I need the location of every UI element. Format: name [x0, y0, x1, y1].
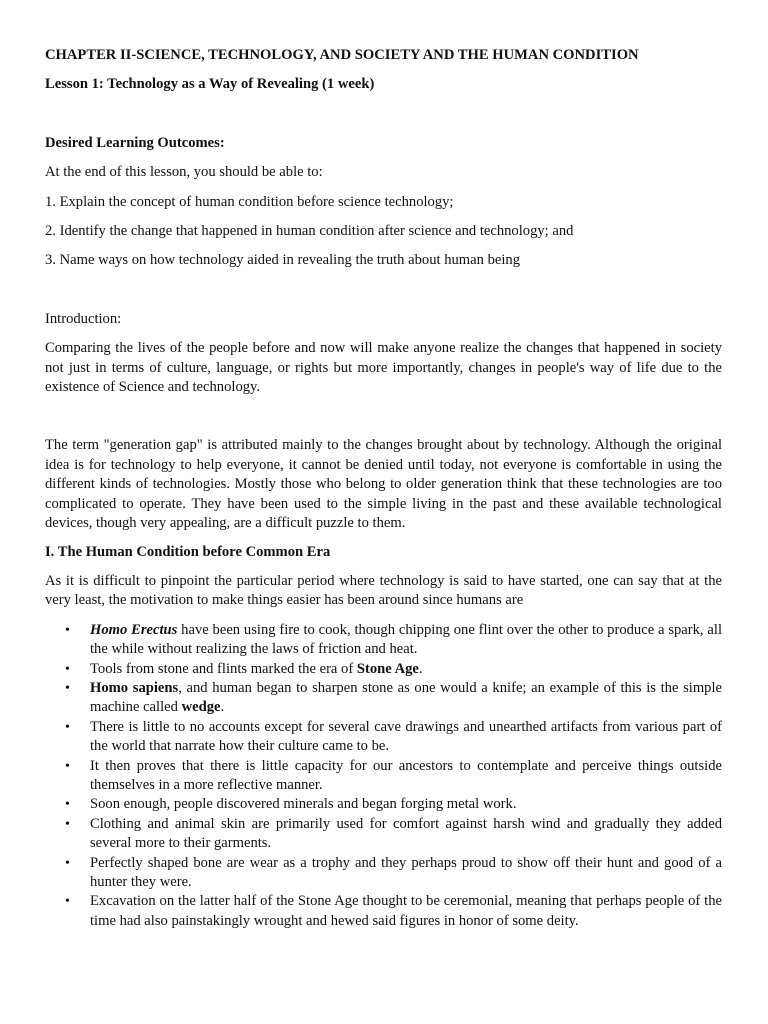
outcomes-heading: Desired Learning Outcomes: — [45, 134, 225, 151]
outcome-item: 3. Name ways on how technology aided in revealing the truth about human being — [45, 252, 520, 269]
list-item — [65, 660, 722, 679]
bullet-icon: • — [65, 719, 70, 735]
list-item — [65, 815, 722, 854]
list-item — [65, 679, 723, 718]
lesson-title: Lesson 1: Technology as a Way of Revealing (1 week) — [45, 76, 375, 93]
introduction-heading: Introduction: — [45, 310, 122, 327]
bullet-text: have been using fire to cook, though chipping one flint over the other to produce a spark, all the while without realizing the laws of friction and heat. — [90, 621, 722, 658]
bullet-text: Perfectly shaped bone are wear as a trophy and they perhaps proud to show off their hunt and good of a hunter they were. — [90, 854, 722, 890]
list-item — [65, 621, 722, 660]
bullet-icon: • — [65, 855, 70, 871]
list-item — [65, 795, 722, 814]
chapter-title: CHAPTER II-SCIENCE, TECHNOLOGY, AND SOCIETY AND THE HUMAN CONDITION — [45, 47, 639, 63]
bullet-icon: • — [65, 894, 70, 910]
bullet-term: Homo Erectus — [90, 621, 178, 638]
bullet-text: . — [418, 660, 423, 677]
bullet-text: . — [220, 699, 225, 716]
list-item — [65, 854, 722, 893]
bullet-icon: • — [65, 797, 70, 813]
section-heading: I. The Human Condition before Common Era — [45, 543, 331, 560]
generation-gap-paragraph: The term "generation gap" is attributed mainly to the changes brought about by technology. Although the original idea is for technology to help everyone, it cannot be denied until today, not everyone is comfortable in using the different kinds of technologies. Mostly those who belong to older generation think that these technologies are too complicated to operate. They have been used to the simple living in the past and these available technological devices, though very appealing, are a difficult puzzle to them. — [45, 437, 722, 532]
list-item — [65, 892, 722, 931]
bullet-text: There is little to no accounts except for several cave drawings and unearthed artifacts from various part of the world that narrate how their culture came to be. — [90, 718, 722, 755]
bullet-icon: • — [65, 816, 70, 832]
bullet-text: Soon enough, people discovered minerals and began forging metal work. — [90, 796, 517, 813]
bullet-term: Stone Age — [356, 660, 419, 677]
list-item — [65, 757, 722, 796]
outcomes-intro: At the end of this lesson, you should be able to: — [45, 164, 323, 181]
section-paragraph: As it is difficult to pinpoint the particular period where technology is said to have started, one can say that at the very least, the motivation to make things easier has been around since humans are — [45, 572, 722, 609]
introduction-paragraph: Comparing the lives of the people before and now will make anyone realize the changes that happened in society not just in terms of culture, language, or rights but more importantly, changes in people's way of life due to the existence of Science and technology. — [45, 340, 722, 396]
bullet-term: wedge — [181, 699, 221, 716]
bullet-text: Tools from stone and flints marked the era of — [90, 660, 357, 677]
bullet-text: It then proves that there is little capacity for our ancestors to contemplate and perceive things outside themselves in a more reflective manner. — [90, 757, 722, 793]
outcome-item: 1. Explain the concept of human condition before science technology; — [45, 193, 454, 210]
bullet-list — [45, 621, 722, 932]
bullet-text: , and human began to sharpen stone as one would a knife; an example of this is the simple machine called — [90, 679, 723, 716]
outcome-item: 2. Identify the change that happened in human condition after science and technology; and — [45, 223, 574, 240]
bullet-icon: • — [65, 680, 70, 696]
bullet-text: Excavation on the latter half of the Stone Age thought to be ceremonial, meaning that perhaps people of the time had also painstakingly wrought and hewed said figures in honor of some deity. — [90, 893, 722, 929]
list-item — [65, 718, 722, 757]
bullet-text: Clothing and animal skin are primarily used for comfort against harsh wind and gradually they added several more to their garments. — [90, 815, 722, 852]
bullet-term: Homo sapiens — [90, 679, 179, 696]
bullet-icon: • — [65, 758, 70, 774]
bullet-icon: • — [65, 622, 70, 638]
bullet-icon: • — [65, 661, 70, 677]
